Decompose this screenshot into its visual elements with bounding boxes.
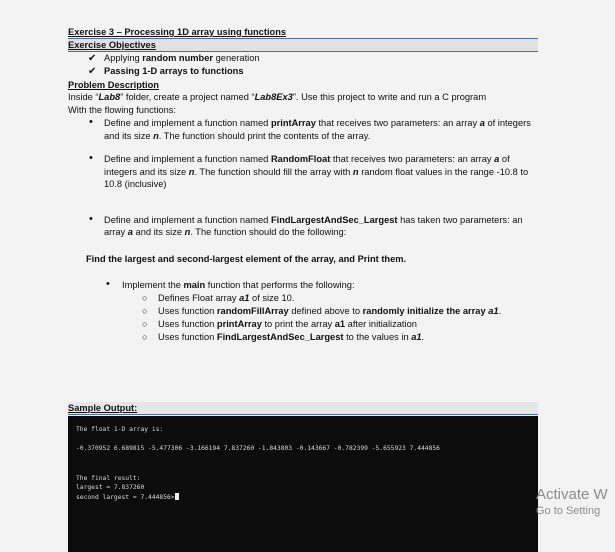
checkmark-icon: ✔ — [88, 66, 97, 77]
objective-item: ✔ Applying random number generation — [88, 53, 260, 64]
problem-intro: Inside “Lab8” folder, create a project named “Lab8Ex3”. Use this project to write and run a C program — [68, 92, 487, 102]
exercise-title: Exercise 3 – Processing 1D array using functions — [68, 26, 538, 39]
objectives-list — [68, 52, 538, 78]
main-sub-item: ○ Defines Float array a1 of size 10. — [142, 292, 295, 303]
main-sub-item: ○ Uses function printArray to print the array a1 after initialization — [142, 318, 417, 329]
console-line-last — [76, 493, 179, 502]
bullet-randomfloat: • Define and implement a function named RandomFloat that receives two parameters: an array a of integers and its size n. The function should fill the array with n random float values in the range -10.8 to 10.8 (inclusive) — [89, 152, 529, 189]
objective-item: ✔ Passing 1-D arrays to functions — [88, 66, 244, 77]
exercise-content — [68, 26, 538, 344]
circle-bullet-icon: ○ — [142, 318, 148, 329]
main-sub-item: ○ Uses function randomFillArray defined above to randomly initialize the array a1. — [142, 305, 502, 316]
bullet-findlargest: • Define and implement a function named FindLargestAndSec_Largest has taken two parameters: an array a and its size n. The function should do the following: — [89, 212, 523, 237]
checkmark-icon: ✔ — [88, 53, 97, 64]
console-line: The float 1-D array is: — [76, 426, 164, 433]
circle-bullet-icon: ○ — [142, 305, 148, 316]
activate-windows-watermark — [536, 486, 608, 518]
objectives-heading: Exercise Objectives — [68, 39, 538, 52]
console-line: largest = 7.837260 — [76, 484, 145, 491]
find-largest-instruction: Find the largest and second-largest element of the array, and Print them. — [86, 253, 407, 264]
text-cursor — [175, 493, 179, 500]
circle-bullet-icon: ○ — [142, 292, 148, 303]
circle-bullet-icon: ○ — [142, 331, 148, 342]
bullet-icon: • — [89, 152, 93, 164]
main-sub-item: ○ Uses function FindLargestAndSec_Largest to the values in a1. — [142, 331, 425, 342]
console-line-text: second largest = 7.444856> — [76, 494, 175, 501]
bullet-icon: • — [106, 277, 110, 290]
bullet-printarray: • Define and implement a function named printArray that receives two parameters: an array a of integers and its size n. The function should print the contents of the array. — [89, 116, 531, 141]
bullet-icon: • — [89, 116, 93, 128]
console-output — [68, 416, 538, 552]
sample-output-label: Sample Output: — [68, 402, 538, 415]
console-line: -0.370952 6.689815 -5.477306 -3.166194 7.837260 -1.843803 -0.143667 -0.782399 -5.655923 7.444856 — [76, 445, 440, 452]
watermark-line2: Go to Setting — [536, 505, 601, 517]
problem-heading: Problem Description — [68, 80, 159, 90]
main-function-item: • Implement the main function that performs the following: — [106, 277, 355, 290]
console-line: The final result: — [76, 475, 141, 482]
watermark-line1: Activate W — [536, 486, 608, 503]
problem-intro-line2: With the flowing functions: — [68, 105, 176, 115]
bullet-icon: • — [89, 212, 93, 225]
